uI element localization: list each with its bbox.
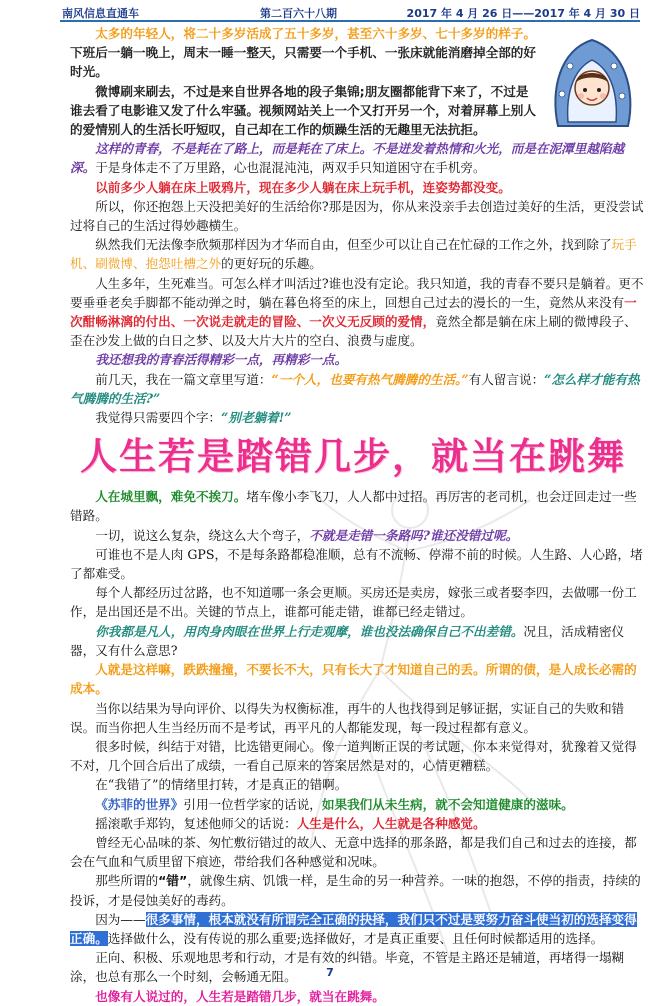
body-paragraph-2 xyxy=(70,526,646,545)
body-paragraph-8: 很多时候，纠结于对错，比选错更闹心。像一道判断正误的考试题，你本来觉得对，犹豫着又觉得不对，几个回合后出了成绩，一看自己原来的答案居然是对的，心情更糟糕。 xyxy=(70,738,637,774)
intro-p10-a: 我觉得只需要四个字： xyxy=(95,410,222,426)
body-paragraph-14 xyxy=(70,910,646,948)
intro-paragraph-6 xyxy=(70,235,646,273)
intro-p7-c: 竟然全都是躺在床上刷的微博段子、歪在沙发上做的白日之梦、以及大片大片的空白、浪费与虚度。 xyxy=(70,314,637,349)
body-q11-b: 人生是什么，人生就是各种感觉。 xyxy=(296,815,486,831)
header-rule xyxy=(60,20,640,22)
intro-paragraph-8: 我还想我的青春活得精彩一点，再精彩一点。 xyxy=(95,352,348,368)
intro-p7-b: 一次酣畅淋漓的付出、一次说走就走的冒险、一次义无反顾的爱情， xyxy=(70,294,637,330)
intro-p1-c: 甚至六十多岁、七十多岁的样子。 xyxy=(347,26,536,41)
body-q2-a: 一切，说这么复杂，绕这么大个弯子， xyxy=(95,527,310,543)
body-q13-a: 那些所谓的 xyxy=(95,873,159,889)
intro-p3-b: 于是身体走不了万里路，心也混混沌沌，两双手只知道困守在手机旁。 xyxy=(95,160,486,176)
section-title: 人生若是踏错几步，就当在跳舞 xyxy=(80,435,626,479)
intro-paragraph-9 xyxy=(70,370,646,408)
intro-p6-b: 玩手机、刷微博、抱怨吐槽之外 xyxy=(70,237,637,272)
body-q11-a: 摇滚歌手郑钧，复述他师父的话说： xyxy=(95,815,297,831)
body-q13-c: ，就像生病、饥饿一样，是生命的另一种营养。一味的抱怨，不停的指责，持续的投诉，才是侵蚀美好的毒药。 xyxy=(70,873,641,908)
body-q1-a: 人在城里飘，难免不挨刀。 xyxy=(95,489,247,505)
body-q14-c: 选择做什么，没有传说的那么重要;选择做好，才是真正重要、且任何时候都适用的选择。 xyxy=(107,930,604,946)
intro-p9-d: “怎么样才能有热气腾腾的生活?” xyxy=(70,371,640,406)
intro-paragraph-1 xyxy=(70,24,540,82)
body-paragraph-7: 当你以结果为导向评价、以得失为权衡标准，再牛的人也找得到足够证据，实证自己的失败和错误。而当你把人生当经历而不是考试，再平凡的人都能发现，每一段过程都有意义。 xyxy=(70,700,625,735)
intro-p10-b: “别老躺着!” xyxy=(221,410,292,426)
intro-p9-a: 前几天，我在一篇文章里写道： xyxy=(95,371,272,387)
intro-p6-c: 的更好玩的乐趣。 xyxy=(221,256,322,272)
body-paragraph-3: 可谁也不是人肉 GPS，不是每条路都稳准顺，总有不流畅、停滞不前的时候。人生路、人心路，堵了都难受。 xyxy=(70,546,643,582)
intro-p3-a: 这样的青春，不是耗在了路上，而是耗在了床上。不是迸发着热情和火光，而是在泥潭里越陷越深。 xyxy=(70,141,625,176)
intro-p9-c: 有人留言说： xyxy=(468,371,545,387)
body-paragraph-12: 曾经无心品味的茶、匆忙敷衍错过的故人、无意中选择的那条路，都是我们自己和过去的连接，都会在气血和气质里留下痕迹，带给我们各种感觉和况味。 xyxy=(70,834,637,870)
body-paragraph-6: 人就是这样嘛，跌跌撞撞，不要长不大，只有长大了才知道自己的丢。所谓的债，是人成长必需的成本。 xyxy=(70,662,637,697)
body-paragraph-1 xyxy=(70,487,646,525)
body-q14-b: 很多事情，根本就没有所谓完全正确的抉择，我们只不过是要努力奋斗使当初的选择变得正确。 xyxy=(70,911,637,946)
intro-p1-d: 下班后一躺一晚上，周末一睡一整天，只需要一个手机、一张床就能消磨掉全部的好时光。 xyxy=(70,45,536,80)
body-q1-b: 堵车像小李飞刀，人人都中过招。再厉害的老司机，也会迂回走过一些错路。 xyxy=(70,489,637,524)
intro-p9-b: “一个人，也要有热气腾腾的生活。” xyxy=(271,371,469,387)
intro-paragraph-4: 以前多少人躺在床上吸鸦片，现在多少人躺在床上玩手机，连姿势都没变。 xyxy=(95,179,511,195)
intro-paragraph-10 xyxy=(70,408,646,427)
body-paragraph-5 xyxy=(70,622,646,660)
body-paragraph-15: 正向、积极、乐观地思考和行动，才是有效的纠错。毕竟，不管是主路还是辅道，再堵得一塌糊涂，也总有那么一个时刻，会畅通无阻。 xyxy=(70,950,625,985)
body-q13-b: “错” xyxy=(158,873,188,889)
body-q10-b: 引用一位哲学家的话说， xyxy=(183,796,322,812)
article-content xyxy=(70,24,646,1006)
body-paragraph-10 xyxy=(70,795,646,814)
body-paragraph-4: 每个人都经历过岔路，也不知道哪一条会更顺。买房还是卖房，嫁张三或者娶李四，去做哪一份工作，是出国还是不出。关键的节点上，谁都可能走错，谁都已经走错过。 xyxy=(70,585,637,620)
intro-paragraph-2: 微博刷来刷去，不过是来自世界各地的段子集锦;朋友圈都能背下来了，不过是谁去看了电影谁又发了什么牢骚。视频网站关上一个又打开另一个，对着屏幕上别人的爱情别人的生活长吁短叹，自己却在工作的烦躁生活的无趣里无法抗拒。 xyxy=(70,83,536,138)
intro-paragraph-5: 所以，你还抱怨上天没把美好的生活给你?那是因为，你从来没亲手去创造过美好的生活，更没尝试过将自己的生活过得妙趣横生。 xyxy=(70,198,644,234)
page-number: 7 xyxy=(326,966,334,979)
body-q10-c: 如果我们从未生病，就不会知道健康的滋味。 xyxy=(321,796,574,812)
intro-p7-a: 人生多年，生死难当。可怎么样才叫活过?谁也没有定论。我只知道，我的青春不要只是躺着。更不要垂垂老矣手脚都不能动弹之时，躺在暮色将至的床上，回想自己过去的漫长的一生，竟然从来没有 xyxy=(70,275,644,310)
paper-name: 南风信息直通车 xyxy=(62,7,139,20)
intro-p6-a: 纵然我们无法像李欣频那样因为才华而自由，但至少可以让自己在忙碌的工作之外，找到除了 xyxy=(95,237,612,253)
date-range: 2017 年 4 月 26 日——2017 年 4 月 30 日 xyxy=(406,7,640,20)
body-paragraph-11 xyxy=(70,814,646,833)
intro-paragraph-7 xyxy=(70,274,646,351)
body-paragraph-16: 也像有人说过的，人生若是踏错几步，就当在跳舞。 xyxy=(95,988,385,1004)
body-q10-a: 《苏菲的世界》 xyxy=(95,796,184,812)
intro-p1-b: 将二十多岁活成了五十多岁， xyxy=(183,26,348,41)
issue-number: 第二百六十八期 xyxy=(260,7,337,20)
body-q14-a: 因为—— xyxy=(95,911,146,927)
intro-p1-a: 太多的年轻人， xyxy=(95,26,184,41)
body-q5-b: 况且，活成精密仪器，又有什么意思? xyxy=(70,623,625,658)
intro-section xyxy=(70,24,540,139)
body-paragraph-13 xyxy=(70,871,646,909)
body-q5-a: 你我都是凡人，用肉身肉眼在世界上行走观摩，谁也没法确保自己不出差错。 xyxy=(95,623,524,639)
body-q2-b: 不就是走错一条路吗?谁还没错过呢。 xyxy=(309,527,519,543)
body-paragraph-9: 在“我错了”的情绪里打转，才是真正的错啊。 xyxy=(95,777,348,793)
intro-paragraph-3 xyxy=(70,139,646,177)
